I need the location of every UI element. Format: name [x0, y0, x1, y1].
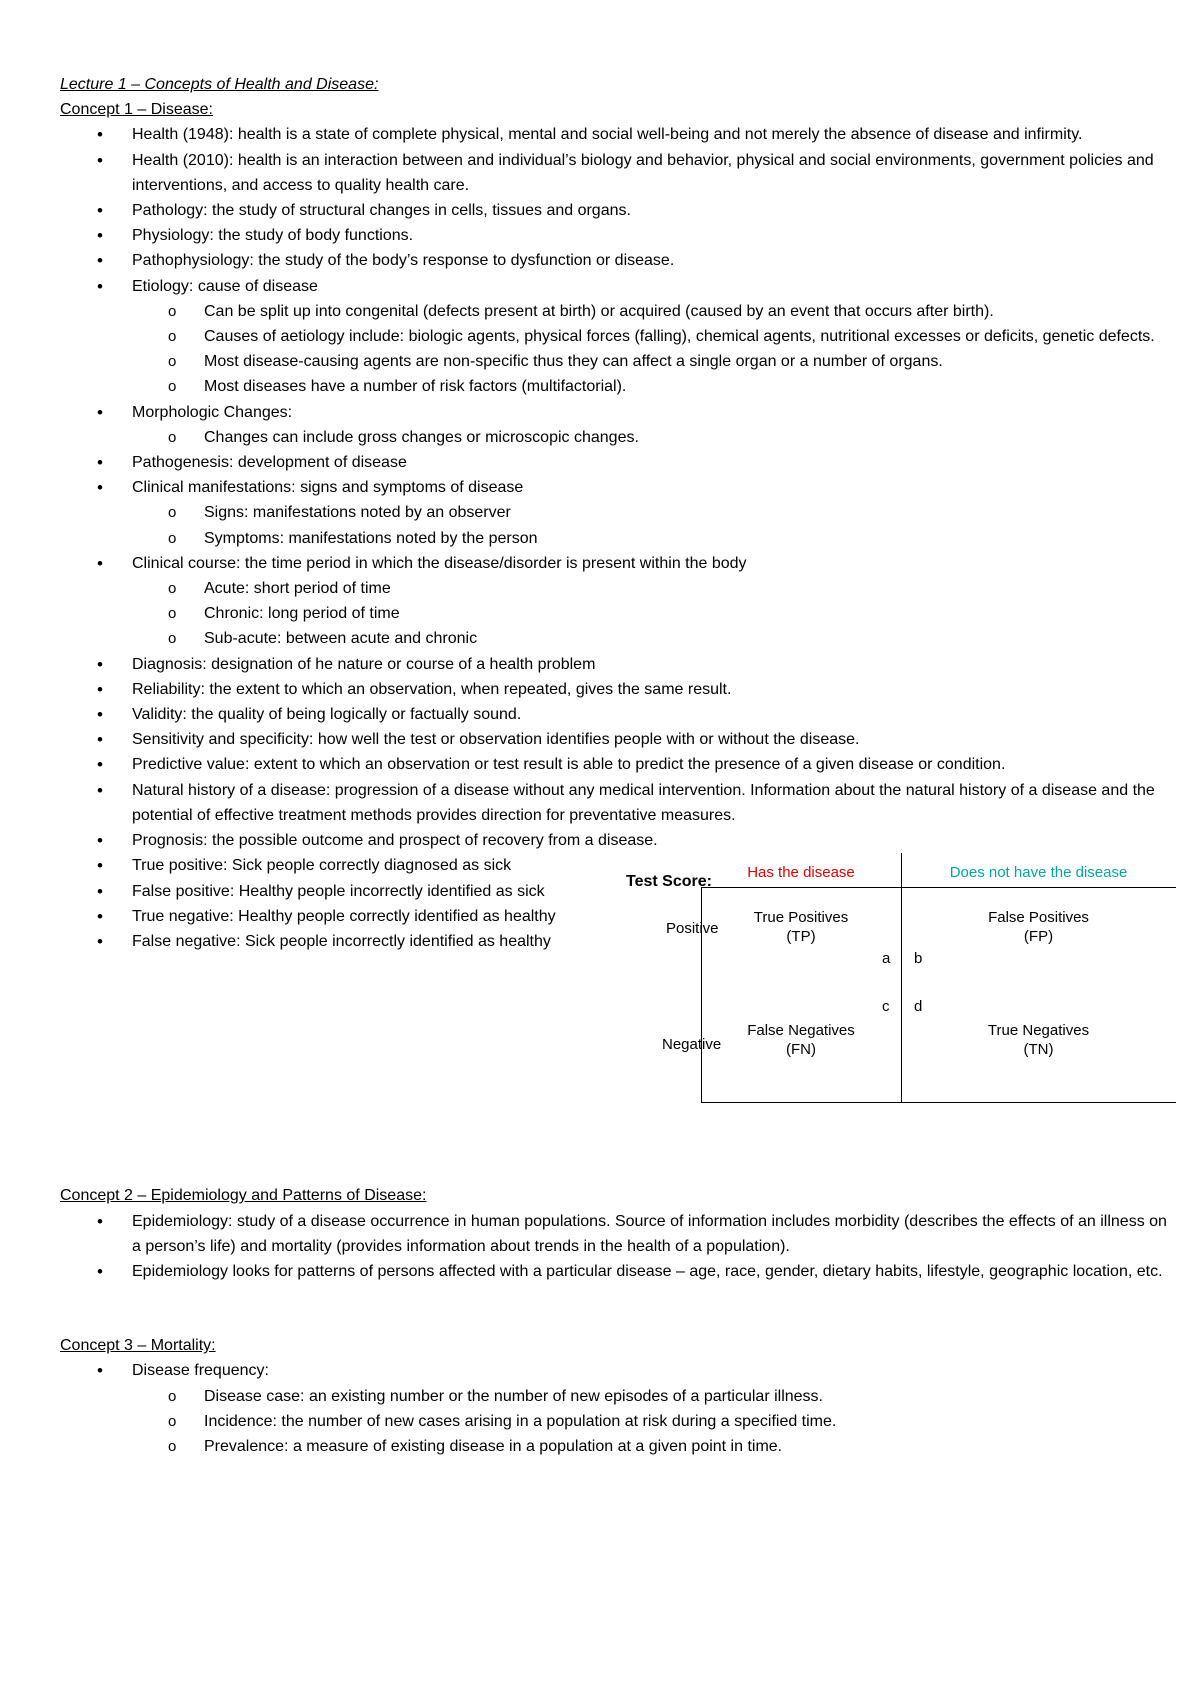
sub-list-item: o Can be split up into congenital (defects present at birth) or acquired (caused by an event that occurs after birth).: [204, 299, 1170, 324]
test-results-list: [60, 853, 610, 954]
cell-label: False Negatives: [747, 1022, 855, 1040]
sub-list-item: o Sub-acute: between acute and chronic: [204, 626, 1170, 651]
list-item-disease-frequency: [132, 1358, 1170, 1459]
sub-list-item: o Most disease-causing agents are non-specific thus they can affect a single organ or a number of organs.: [204, 349, 1170, 374]
list-item: • Sensitivity and specificity: how well the test or observation identifies people with or without the disease.: [132, 727, 1170, 752]
list-item-clinical-course: [132, 551, 1170, 652]
morphologic-label: Morphologic Changes:: [132, 403, 293, 421]
test-score-table: [626, 853, 1176, 1128]
concept-1-list: [60, 122, 1170, 853]
sub-list-item: o Chronic: long period of time: [204, 601, 1170, 626]
etiology-sublist: [132, 299, 1170, 400]
test-score-label: Test Score:: [626, 873, 712, 891]
test-results-block: [60, 853, 1170, 1128]
sub-list-item: o Signs: manifestations noted by an observer: [204, 500, 1170, 525]
list-item: • Epidemiology: study of a disease occurrence in human populations. Source of information includes morbidity (describes the effects of an illness on a person’s life) and mortality (provides information about trends in the health of a population).: [132, 1209, 1170, 1259]
row-label-positive: Positive: [666, 920, 719, 938]
lecture-title: Lecture 1 – Concepts of Health and Disease:: [60, 76, 379, 93]
sub-list-item: o Acute: short period of time: [204, 576, 1170, 601]
list-item: • Validity: the quality of being logically or factually sound.: [132, 702, 1170, 727]
cell-false-positives: [901, 908, 1176, 946]
cell-label: True Negatives: [987, 1022, 1090, 1040]
quadrant-label-c: c: [882, 998, 890, 1016]
table-divider: [701, 1102, 1176, 1103]
manifestations-sublist: [132, 500, 1170, 550]
list-item: • Health (1948): health is a state of complete physical, mental and social well-being and not merely the absence of disease and infirmity.: [132, 122, 1170, 147]
manifestations-label: Clinical manifestations: signs and symptoms of disease: [132, 479, 524, 497]
concept-3-list: [60, 1358, 1170, 1459]
list-item: • Health (2010): health is an interaction between and individual’s biology and behavior, physical and social environments, government policies and interventions, and access to quality health care.: [132, 148, 1170, 198]
list-item: • Diagnosis: designation of he nature or course of a health problem: [132, 652, 1170, 677]
sub-list-item: o Disease case: an existing number or the number of new episodes of a particular illness.: [204, 1384, 1170, 1409]
course-sublist: [132, 576, 1170, 652]
table-divider: [701, 887, 1176, 888]
quadrant-label-a: a: [882, 950, 891, 968]
list-item: • Reliability: the extent to which an observation, when repeated, gives the same result.: [132, 677, 1170, 702]
list-item: • Pathology: the study of structural changes in cells, tissues and organs.: [132, 198, 1170, 223]
frequency-sublist: [132, 1384, 1170, 1460]
sub-list-item: o Most diseases have a number of risk factors (multifactorial).: [204, 374, 1170, 399]
concept-2-heading: Concept 2 – Epidemiology and Patterns of Disease:: [60, 1187, 427, 1205]
cell-label: True Positives: [753, 909, 849, 927]
list-item-manifestations: [132, 475, 1170, 551]
clinical-course-label: Clinical course: the time period in which the disease/disorder is present within the body: [132, 554, 747, 572]
concept-2-list: [60, 1209, 1170, 1285]
list-item: • False positive: Healthy people incorrectly identified as sick: [132, 879, 610, 904]
sub-list-item: o Symptoms: manifestations noted by the person: [204, 526, 1170, 551]
header-has-disease: Has the disease: [747, 864, 855, 882]
etiology-label: Etiology: cause of disease: [132, 277, 318, 295]
list-item-morphologic: [132, 400, 1170, 450]
list-item: • True negative: Healthy people correctly identified as healthy: [132, 904, 610, 929]
row-label-negative: Negative: [662, 1036, 722, 1054]
concept-3-heading: Concept 3 – Mortality:: [60, 1337, 216, 1355]
cell-true-negatives: [901, 1021, 1176, 1059]
cell-abbr: (TN): [1023, 1041, 1054, 1059]
header-no-disease: Does not have the disease: [949, 864, 1128, 882]
sub-list-item: o Prevalence: a measure of existing disease in a population at a given point in time.: [204, 1434, 1170, 1459]
list-item: • Prognosis: the possible outcome and prospect of recovery from a disease.: [132, 828, 1170, 853]
cell-abbr: (FN): [786, 1041, 816, 1059]
cell-false-negatives: [701, 1021, 901, 1059]
cell-abbr: (TP): [786, 928, 816, 946]
list-item: • Physiology: the study of body functions.: [132, 223, 1170, 248]
morphologic-sublist: [132, 425, 1170, 450]
disease-frequency-label: Disease frequency:: [132, 1362, 269, 1380]
cell-abbr: (FP): [1023, 928, 1054, 946]
sub-list-item: o Incidence: the number of new cases arising in a population at risk during a specified time.: [204, 1409, 1170, 1434]
sub-list-item: o Causes of aetiology include: biologic agents, physical forces (falling), chemical agents, nutritional excesses or deficits, genetic defects.: [204, 324, 1170, 349]
list-item-etiology: [132, 274, 1170, 400]
list-item: • Natural history of a disease: progression of a disease without any medical intervention. Information about the natural history of a disease and the potential of effective treatment methods provides direction for preventative measures.: [132, 778, 1170, 828]
list-item: • Predictive value: extent to which an observation or test result is able to predict the presence of a given disease or condition.: [132, 752, 1170, 777]
sub-list-item: o Changes can include gross changes or microscopic changes.: [204, 425, 1170, 450]
list-item: • Pathogenesis: development of disease: [132, 450, 1170, 475]
table-divider: [901, 853, 902, 1103]
concept-1-heading: Concept 1 – Disease:: [60, 101, 213, 119]
cell-label: False Positives: [988, 909, 1089, 927]
quadrant-label-d: d: [914, 998, 923, 1016]
list-item: • True positive: Sick people correctly diagnosed as sick: [132, 853, 610, 878]
cell-true-positives: [701, 908, 901, 946]
list-item: • Pathophysiology: the study of the body’s response to dysfunction or disease.: [132, 248, 1170, 273]
document-page: [60, 72, 1170, 1459]
list-item: • Epidemiology looks for patterns of persons affected with a particular disease – age, race, gender, dietary habits, lifestyle, geographic location, etc.: [132, 1259, 1170, 1284]
list-item: • False negative: Sick people incorrectly identified as healthy: [132, 929, 610, 954]
quadrant-label-b: b: [914, 950, 923, 968]
